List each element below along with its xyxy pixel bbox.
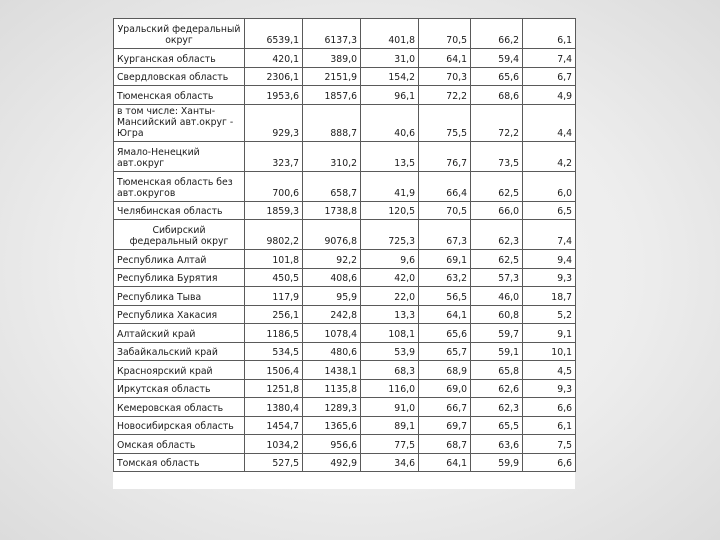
value-cell: 6137,3 [303, 19, 361, 49]
table-row [114, 305, 576, 324]
value-cell: 64,1 [419, 49, 471, 68]
region-name: Уральский федеральный округ [114, 19, 245, 49]
value-cell: 63,2 [419, 268, 471, 287]
value-cell: 6,7 [523, 67, 576, 86]
value-cell: 10,1 [523, 342, 576, 361]
value-cell: 480,6 [303, 342, 361, 361]
value-cell: 65,6 [419, 324, 471, 343]
value-cell: 1365,6 [303, 416, 361, 435]
value-cell: 66,0 [471, 201, 523, 220]
value-cell: 4,2 [523, 141, 576, 171]
value-cell: 154,2 [361, 67, 419, 86]
region-name: Ямало-Ненецкий авт.округ [114, 141, 245, 171]
region-name: Красноярский край [114, 361, 245, 380]
value-cell: 68,6 [471, 86, 523, 105]
table-row [114, 324, 576, 343]
region-name: Челябинская область [114, 201, 245, 220]
region-name: Томская область [114, 453, 245, 472]
value-cell: 108,1 [361, 324, 419, 343]
table-row [114, 86, 576, 105]
value-cell: 31,0 [361, 49, 419, 68]
value-cell: 1078,4 [303, 324, 361, 343]
value-cell: 1506,4 [245, 361, 303, 380]
value-cell: 68,9 [419, 361, 471, 380]
table-row [114, 268, 576, 287]
value-cell: 1953,6 [245, 86, 303, 105]
value-cell: 34,6 [361, 453, 419, 472]
value-cell: 59,9 [471, 453, 523, 472]
value-cell: 1186,5 [245, 324, 303, 343]
value-cell: 18,7 [523, 287, 576, 306]
value-cell: 6,5 [523, 201, 576, 220]
value-cell: 41,9 [361, 171, 419, 201]
value-cell: 77,5 [361, 435, 419, 454]
value-cell: 1034,2 [245, 435, 303, 454]
value-cell: 68,7 [419, 435, 471, 454]
value-cell: 53,9 [361, 342, 419, 361]
value-cell: 9,3 [523, 379, 576, 398]
region-name: Республика Бурятия [114, 268, 245, 287]
value-cell: 72,2 [471, 104, 523, 141]
region-name: Свердловская область [114, 67, 245, 86]
value-cell: 63,6 [471, 435, 523, 454]
value-cell: 1454,7 [245, 416, 303, 435]
value-cell: 420,1 [245, 49, 303, 68]
value-cell: 96,1 [361, 86, 419, 105]
value-cell: 7,4 [523, 220, 576, 250]
value-cell: 120,5 [361, 201, 419, 220]
value-cell: 725,3 [361, 220, 419, 250]
value-cell: 4,5 [523, 361, 576, 380]
value-cell: 62,3 [471, 398, 523, 417]
region-name: Забайкальский край [114, 342, 245, 361]
value-cell: 401,8 [361, 19, 419, 49]
value-cell: 46,0 [471, 287, 523, 306]
value-cell: 527,5 [245, 453, 303, 472]
value-cell: 929,3 [245, 104, 303, 141]
value-cell: 1135,8 [303, 379, 361, 398]
value-cell: 116,0 [361, 379, 419, 398]
value-cell: 1289,3 [303, 398, 361, 417]
value-cell: 389,0 [303, 49, 361, 68]
value-cell: 70,5 [419, 19, 471, 49]
table-row [114, 141, 576, 171]
value-cell: 492,9 [303, 453, 361, 472]
table-row [114, 104, 576, 141]
value-cell: 69,1 [419, 250, 471, 269]
region-name: Тюменская область [114, 86, 245, 105]
value-cell: 22,0 [361, 287, 419, 306]
region-name: Курганская область [114, 49, 245, 68]
table-row [114, 67, 576, 86]
region-name: в том числе: Ханты-Мансийский авт.округ - Югра [114, 104, 245, 141]
value-cell: 62,5 [471, 171, 523, 201]
value-cell: 2306,1 [245, 67, 303, 86]
region-name: Тюменская область без авт.округов [114, 171, 245, 201]
value-cell: 59,4 [471, 49, 523, 68]
value-cell: 1738,8 [303, 201, 361, 220]
value-cell: 1380,4 [245, 398, 303, 417]
value-cell: 1857,6 [303, 86, 361, 105]
value-cell: 2151,9 [303, 67, 361, 86]
region-name: Алтайский край [114, 324, 245, 343]
value-cell: 66,7 [419, 398, 471, 417]
value-cell: 6,6 [523, 453, 576, 472]
table-row [114, 250, 576, 269]
value-cell: 67,3 [419, 220, 471, 250]
value-cell: 4,9 [523, 86, 576, 105]
value-cell: 9,4 [523, 250, 576, 269]
value-cell: 9076,8 [303, 220, 361, 250]
table-row [114, 416, 576, 435]
value-cell: 65,8 [471, 361, 523, 380]
value-cell: 6,6 [523, 398, 576, 417]
value-cell: 59,7 [471, 324, 523, 343]
region-name: Республика Хакасия [114, 305, 245, 324]
region-name: Омская область [114, 435, 245, 454]
value-cell: 450,5 [245, 268, 303, 287]
value-cell: 534,5 [245, 342, 303, 361]
value-cell: 9802,2 [245, 220, 303, 250]
table-row [114, 171, 576, 201]
region-name: Сибирский федеральный округ [114, 220, 245, 250]
value-cell: 6,1 [523, 416, 576, 435]
value-cell: 72,2 [419, 86, 471, 105]
value-cell: 62,5 [471, 250, 523, 269]
value-cell: 56,5 [419, 287, 471, 306]
value-cell: 5,2 [523, 305, 576, 324]
value-cell: 66,4 [419, 171, 471, 201]
table-row [114, 435, 576, 454]
value-cell: 256,1 [245, 305, 303, 324]
value-cell: 95,9 [303, 287, 361, 306]
value-cell: 62,3 [471, 220, 523, 250]
value-cell: 4,4 [523, 104, 576, 141]
value-cell: 69,7 [419, 416, 471, 435]
value-cell: 1251,8 [245, 379, 303, 398]
value-cell: 1859,3 [245, 201, 303, 220]
value-cell: 73,5 [471, 141, 523, 171]
table-row [114, 398, 576, 417]
value-cell: 7,5 [523, 435, 576, 454]
value-cell: 242,8 [303, 305, 361, 324]
value-cell: 68,3 [361, 361, 419, 380]
value-cell: 70,5 [419, 201, 471, 220]
table-row [114, 361, 576, 380]
value-cell: 89,1 [361, 416, 419, 435]
value-cell: 13,5 [361, 141, 419, 171]
value-cell: 59,1 [471, 342, 523, 361]
value-cell: 323,7 [245, 141, 303, 171]
value-cell: 9,1 [523, 324, 576, 343]
value-cell: 888,7 [303, 104, 361, 141]
value-cell: 57,3 [471, 268, 523, 287]
table-row [114, 287, 576, 306]
value-cell: 92,2 [303, 250, 361, 269]
region-name: Республика Алтай [114, 250, 245, 269]
value-cell: 9,6 [361, 250, 419, 269]
table-row [114, 49, 576, 68]
table-row [114, 220, 576, 250]
value-cell: 69,0 [419, 379, 471, 398]
value-cell: 956,6 [303, 435, 361, 454]
value-cell: 7,4 [523, 49, 576, 68]
value-cell: 310,2 [303, 141, 361, 171]
value-cell: 6,0 [523, 171, 576, 201]
table-row [114, 201, 576, 220]
value-cell: 65,5 [471, 416, 523, 435]
value-cell: 66,2 [471, 19, 523, 49]
value-cell: 1438,1 [303, 361, 361, 380]
table-row [114, 19, 576, 49]
table-row [114, 379, 576, 398]
value-cell: 76,7 [419, 141, 471, 171]
value-cell: 13,3 [361, 305, 419, 324]
value-cell: 9,3 [523, 268, 576, 287]
value-cell: 6539,1 [245, 19, 303, 49]
value-cell: 70,3 [419, 67, 471, 86]
region-name: Новосибирская область [114, 416, 245, 435]
value-cell: 64,1 [419, 305, 471, 324]
value-cell: 658,7 [303, 171, 361, 201]
value-cell: 75,5 [419, 104, 471, 141]
value-cell: 65,7 [419, 342, 471, 361]
value-cell: 6,1 [523, 19, 576, 49]
table-row [114, 453, 576, 472]
value-cell: 101,8 [245, 250, 303, 269]
value-cell: 60,8 [471, 305, 523, 324]
statistics-table [113, 18, 576, 472]
value-cell: 64,1 [419, 453, 471, 472]
value-cell: 62,6 [471, 379, 523, 398]
table-row [114, 342, 576, 361]
region-name: Кемеровская область [114, 398, 245, 417]
value-cell: 42,0 [361, 268, 419, 287]
value-cell: 40,6 [361, 104, 419, 141]
document-page [113, 18, 575, 489]
region-name: Иркутская область [114, 379, 245, 398]
value-cell: 117,9 [245, 287, 303, 306]
value-cell: 65,6 [471, 67, 523, 86]
value-cell: 91,0 [361, 398, 419, 417]
value-cell: 408,6 [303, 268, 361, 287]
region-name: Республика Тыва [114, 287, 245, 306]
value-cell: 700,6 [245, 171, 303, 201]
